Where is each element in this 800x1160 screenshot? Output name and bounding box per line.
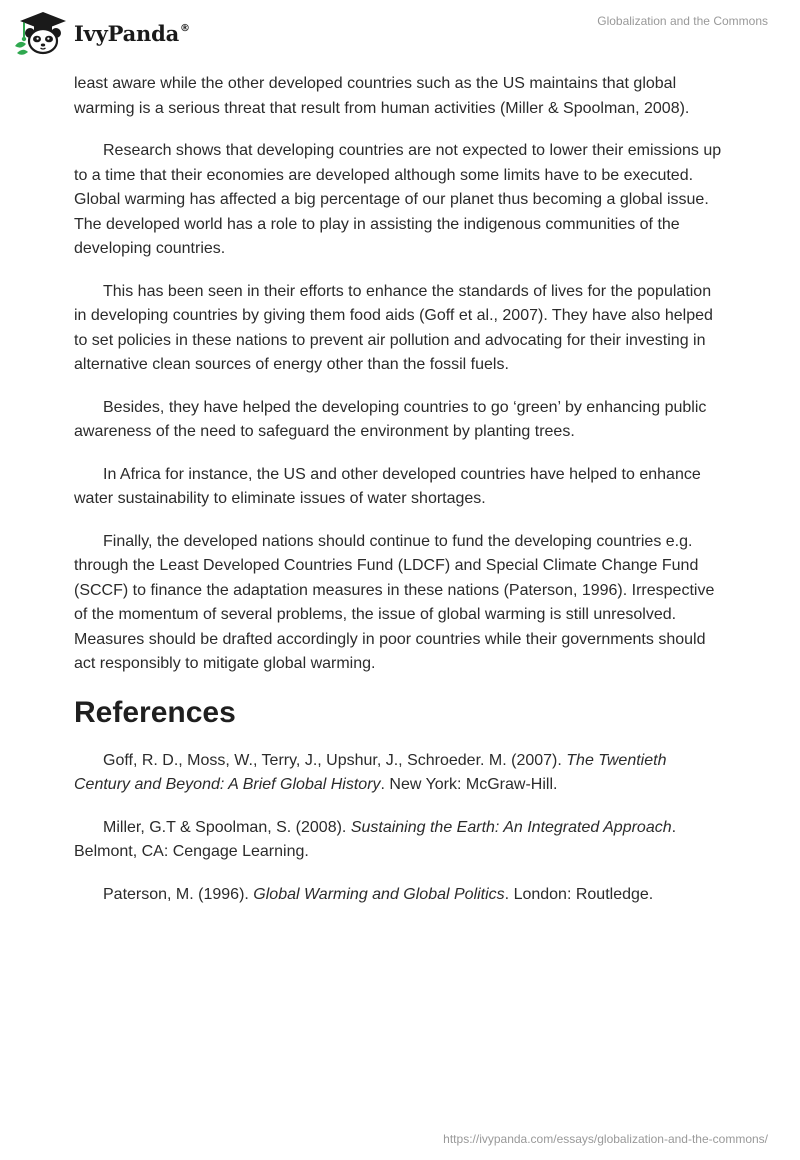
ivypanda-logo[interactable]: [14, 8, 190, 56]
panda-graduation-cap-icon: [14, 8, 72, 56]
reference-title: The Twentieth Century and Beyond: A Brief Global History: [74, 751, 667, 793]
paragraph: This has been seen in their efforts to enhance the standards of lives for the population in developing countries by giving them food aids (Goff et al., 2007). They have also helped to set policies in these nations to prevent air pollution and advocating for their investing in alternative clean sources of energy other than the fossil fuels.: [74, 282, 713, 373]
paragraph: In Africa for instance, the US and other developed countries have helped to enhance water sustainability to eliminate issues of water shortages.: [74, 465, 701, 507]
source-url[interactable]: https://ivypanda.com/essays/globalization-and-the-commons/: [443, 1132, 768, 1146]
references-heading: References: [74, 695, 236, 729]
paragraph: Research shows that developing countries are not expected to lower their emissions up to a time that their economies are developed although some limits have to be executed. Global warming has affected a big percentage of our planet thus becoming a global issue. The developed world has a role to play in assisting the indigenous communities of the developing countries.: [74, 142, 722, 257]
logo-wordmark: IvyPanda®: [74, 20, 190, 46]
reference-title: Sustaining the Earth: An Integrated Approach: [350, 818, 672, 836]
document-title: Globalization and the Commons: [597, 14, 768, 28]
reference-item: Miller, G.T & Spoolman, S. (2008). Sustaining the Earth: An Integrated Approach. Belmont, CA: Cengage Learning.: [74, 818, 677, 860]
registered-mark: ®: [180, 22, 190, 34]
paragraph: Besides, they have helped the developing countries to go ‘green’ by enhancing public awareness of the need to safeguard the environment by planting trees.: [74, 398, 707, 440]
page-header: [0, 0, 800, 62]
reference-item: Goff, R. D., Moss, W., Terry, J., Upshur, J., Schroeder. M. (2007). The Twentieth Century and Beyond: A Brief Global History. New York: McGraw-Hill.: [74, 751, 667, 793]
paragraph-continued: least aware while the other developed countries such as the US maintains that global warming is a serious threat that result from human activities (Miller & Spoolman, 2008).: [74, 75, 690, 117]
reference-item: Paterson, M. (1996). Global Warming and Global Politics. London: Routledge.: [103, 885, 654, 903]
essay-content: [74, 72, 726, 925]
paragraph: Finally, the developed nations should continue to fund the developing countries e.g. through the Least Developed Countries Fund (LDCF) and Special Climate Change Fund (SCCF) to finance the adaptation measures in these nations (Paterson, 1996). Irrespective of the momentum of several problems, the issue of global warming is still unresolved. Measures should be drafted accordingly in poor countries while their governments should act responsibly to mitigate global warming.: [74, 532, 715, 672]
reference-title: Global Warming and Global Politics: [253, 885, 505, 903]
